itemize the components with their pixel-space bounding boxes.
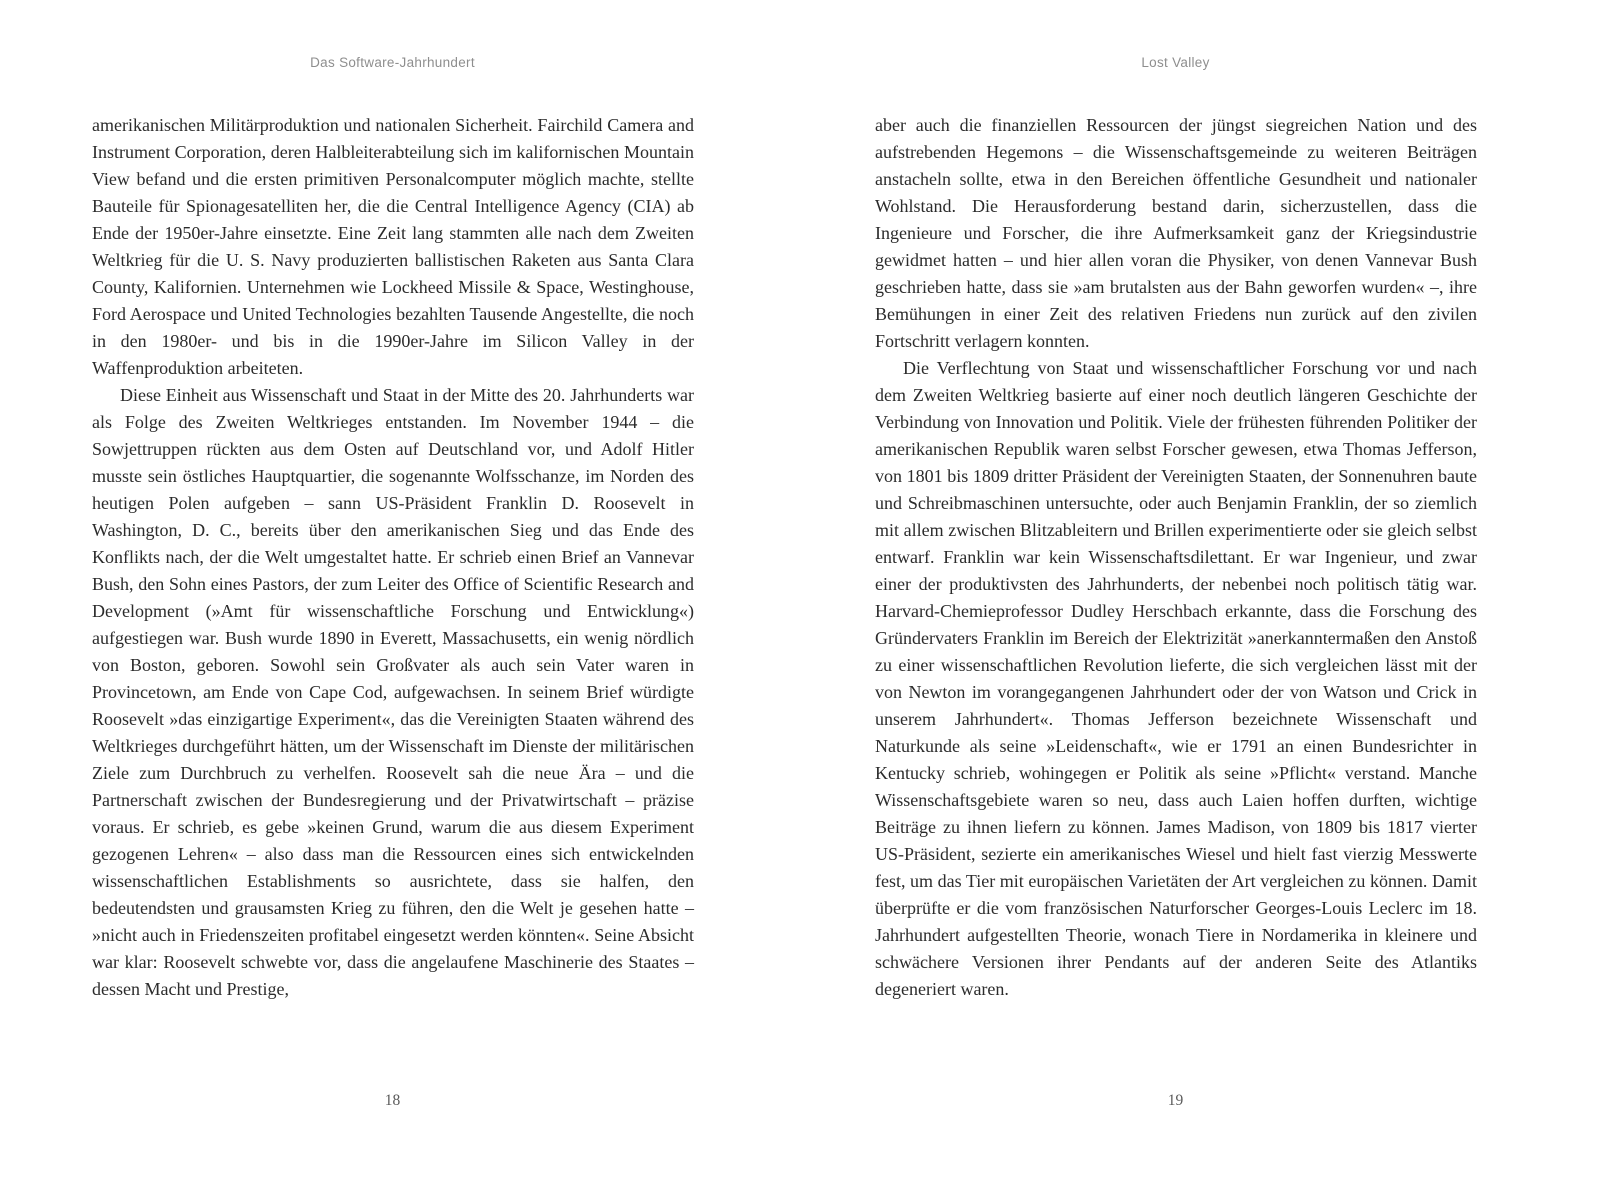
page-body-left bbox=[92, 112, 694, 1003]
paragraph: Die Verflechtung von Staat und wissenschaftlicher Forschung vor und nach dem Zweiten Weltkrieg basierte auf einer noch deutlich längeren Geschichte der Verbindung von Innovation und Politik. Viele der frühesten führenden Politiker der amerikanischen Republik waren selbst Forscher gewesen, etwa Thomas Jefferson, von 1801 bis 1809 dritter Präsident der Vereinigten Staaten, der Sonnenuhren baute und Schreibmaschinen untersuchte, oder auch Benjamin Franklin, der so ziemlich mit allem zwischen Blitzableitern und Brillen experimentierte oder sie gleich selbst entwarf. Franklin war kein Wissenschaftsdilettant. Er war Ingenieur, und zwar einer der produktivsten des Jahrhunderts, der nebenbei noch politisch tätig war. Harvard-Chemieprofessor Dudley Herschbach erkannte, dass die Forschung des Gründervaters Franklin im Bereich der Elektrizität »anerkanntermaßen den Anstoß zu einer wissenschaftlichen Revolution lieferte, die sich vergleichen lässt mit der von Newton im vorangegangenen Jahrhundert oder der von Watson und Crick in unserem Jahrhundert«. Thomas Jefferson bezeichnete Wissenschaft und Naturkunde als seine »Leidenschaft«, wie er 1791 an einen Bundesrichter in Kentucky schrieb, wohingegen er Politik als seine »Pflicht« verstand. Manche Wissenschaftsgebiete waren so neu, dass auch Laien hoffen durften, wichtige Beiträge zu ihnen liefern zu können. James Madison, von 1809 bis 1817 vierter US-Präsident, sezierte ein amerikanisches Wiesel und hielt fast vierzig Messwerte fest, um das Tier mit europäischen Varietäten der Art vergleichen zu können. Damit überprüfte er die vom französischen Naturforscher Georges-Louis Leclerc im 18. Jahrhundert aufgestellten Theorie, wonach Tiere in Nordamerika in kleinere und schwächere Versionen ihrer Pendants auf der anderen Seite des Atlantiks degeneriert waren. bbox=[875, 358, 1477, 999]
page-number-right: 19 bbox=[1167, 1092, 1184, 1109]
page-right bbox=[800, 0, 1600, 1186]
paragraph: amerikanischen Militärproduktion und nationalen Sicherheit. Fairchild Camera and Instrument Corporation, deren Halbleiterabteilung sich im kalifornischen Mountain View befand und die ersten primitiven Personalcomputer möglich machte, stellte Bauteile für Spionagesatelliten her, die die Central Intelligence Agency (CIA) ab Ende der 1950er-Jahre einsetzte. Eine Zeit lang stammten alle nach dem Zweiten Weltkrieg für die U. S. Navy produzierten ballistischen Raketen aus Santa Clara County, Kalifornien. Unternehmen wie Lockheed Missile & Space, Westinghouse, Ford Aerospace und United Technologies bezahlten Tausende Angestellte, die noch in den 1980er- und bis in die 1990er-Jahre im Silicon Valley in der Waffenproduktion arbeiteten. bbox=[92, 115, 694, 378]
paragraph: aber auch die finanziellen Ressourcen der jüngst siegreichen Nation und des aufstrebenden Hegemons – die Wissenschaftsgemeinde zu weiteren Beiträgen anstacheln sollte, etwa in den Bereichen öffentliche Gesundheit und nationaler Wohlstand. Die Herausforderung bestand darin, sicherzustellen, dass die Ingenieure und Forscher, die ihre Aufmerksamkeit ganz der Kriegsindustrie gewidmet hatten – und hier allen voran die Physiker, von denen Vannevar Bush geschrieben hatte, dass sie »am brutalsten aus der Bahn geworfen wurden« –, ihre Bemühungen in einer Zeit des relativen Friedens nun zurück auf den zivilen Fortschritt verlagern konnten. bbox=[875, 115, 1477, 351]
page-number-left: 18 bbox=[384, 1092, 401, 1109]
page-body-right bbox=[875, 112, 1477, 1003]
running-header-right: Lost Valley bbox=[1141, 55, 1210, 70]
paragraph: Diese Einheit aus Wissenschaft und Staat in der Mitte des 20. Jahrhunderts war als Folge des Zweiten Weltkrieges entstanden. Im November 1944 – die Sowjettruppen rückten aus dem Osten auf Deutschland vor, und Adolf Hitler musste sein östliches Hauptquartier, die sogenannte Wolfsschanze, im Norden des heutigen Polen aufgeben – sann US-Präsident Franklin D. Roosevelt in Washington, D. C., bereits über den amerikanischen Sieg und das Ende des Konflikts nach, der die Welt umgestaltet hatte. Er schrieb einen Brief an Vannevar Bush, den Sohn eines Pastors, der zum Leiter des Office of Scientific Research and Development (»Amt für wissenschaftliche Forschung und Entwicklung«) aufgestiegen war. Bush wurde 1890 in Everett, Massachusetts, ein wenig nördlich von Boston, geboren. Sowohl sein Großvater als auch sein Vater waren in Provincetown, am Ende von Cape Cod, aufgewachsen. In seinem Brief würdigte Roosevelt »das einzigartige Experiment«, das die Vereinigten Staaten während des Weltkrieges durchgeführt hätten, um der Wissenschaft im Dienste der militärischen Ziele zum Durchbruch zu verhelfen. Roosevelt sah die neue Ära – und die Partnerschaft zwischen der Bundesregierung und der Privatwirtschaft – präzise voraus. Er schrieb, es gebe »keinen Grund, warum die aus diesem Experiment gezogenen Lehren« – also dass man die Ressourcen eines sich entwickelnden wissenschaftlichen Establishments so ausrichtete, dass sie halfen, den bedeutendsten und grausamsten Krieg zu führen, den die Welt je gesehen hatte – »nicht auch in Friedenszeiten profitabel eingesetzt werden könnten«. Seine Absicht war klar: Roosevelt schwebte vor, dass die angelaufene Maschinerie des Staates – dessen Macht und Prestige, bbox=[92, 385, 694, 999]
running-header-left: Das Software-Jahrhundert bbox=[310, 55, 475, 70]
